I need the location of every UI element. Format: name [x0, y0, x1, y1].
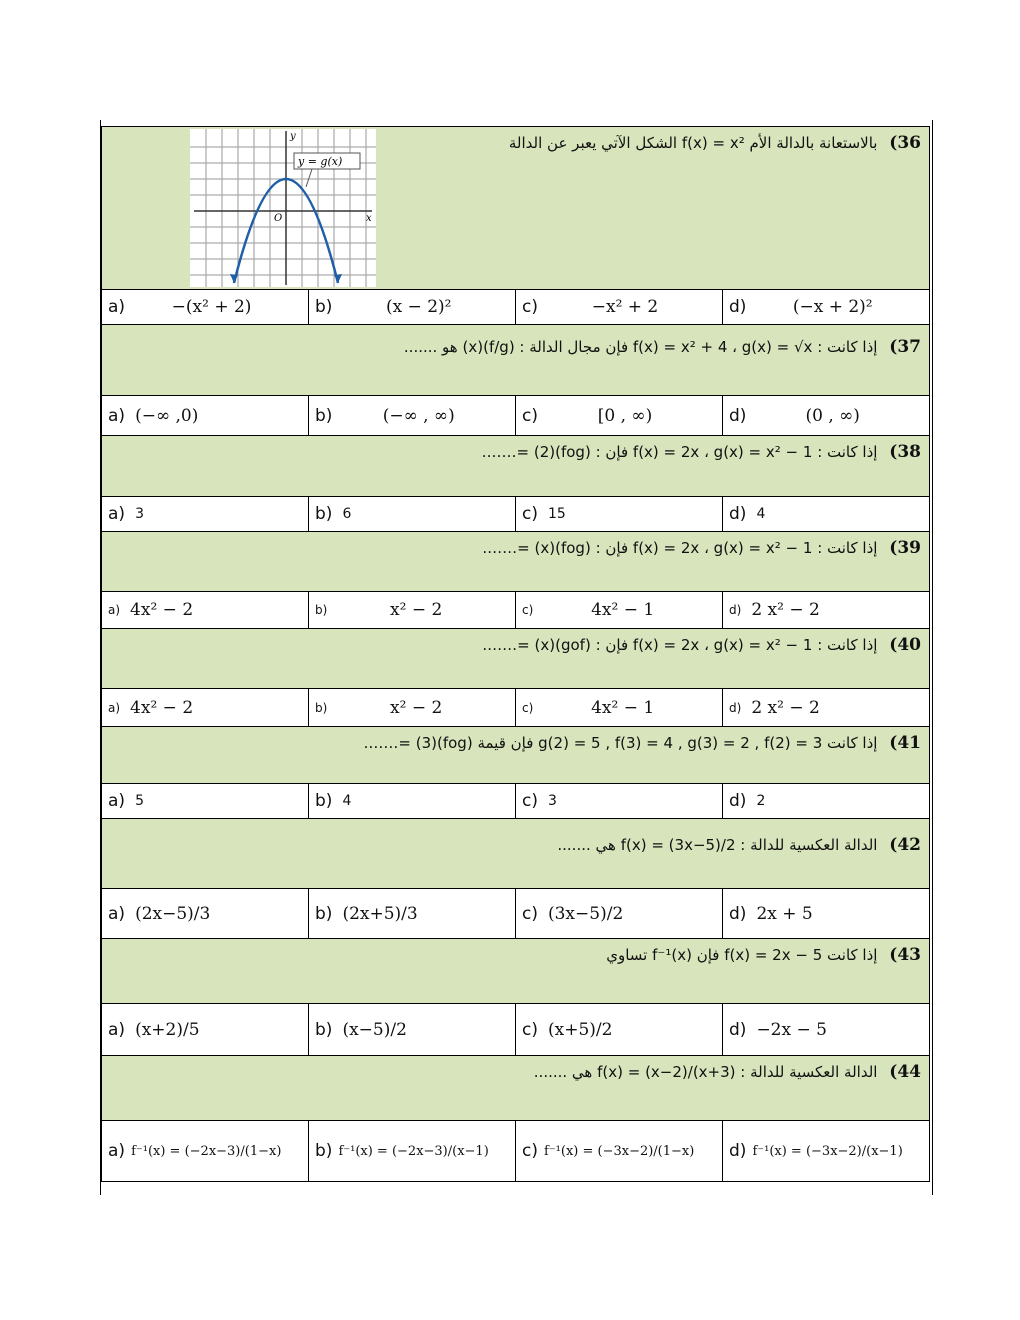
option-label: a) [108, 297, 126, 317]
option-value: (x+5)/2 [547, 1019, 613, 1040]
question-text: 37) إذا كانت : f(x) = x² + 4 ، g(x) = √x فإن مجال الدالة : (f/g)(x) هو ....... [403, 337, 921, 357]
origin-label: O [274, 213, 283, 224]
question-number: 37 [897, 337, 921, 357]
option-a[interactable] [102, 889, 309, 938]
question-text: 44) الدالة العكسية للدالة : f(x) = (x−2)/(x+3) هي ....... [533, 1062, 921, 1082]
question-number: 36 [897, 133, 921, 153]
question-text: 39) إذا كانت : f(x) = 2x ، g(x) = x² − 1 فإن : (fog)(x) =……. [482, 538, 921, 558]
option-value: (x+2)/5 [135, 1019, 200, 1040]
option-value: −(x² + 2) [171, 297, 252, 317]
option-label: d) [729, 297, 747, 317]
options-44 [101, 1120, 930, 1182]
option-value: 2x + 5 [756, 903, 813, 924]
option-b[interactable] [309, 689, 516, 726]
option-label: a) [108, 1019, 126, 1040]
question-text: 42) الدالة العكسية للدالة : f(x) = (3x−5)/2 هي ....... [557, 835, 921, 855]
question-body: بالاستعانة بالدالة الأم f(x) = x² الشكل الآتي يعبر عن الدالة [508, 134, 878, 152]
option-label: b) [315, 297, 333, 317]
question-text: 38) إذا كانت : f(x) = 2x ، g(x) = x² − 1 فإن : (fog)(2) =……. [481, 442, 921, 462]
option-value: f⁻¹(x) = (−3x−2)/(x−1) [752, 1143, 903, 1159]
option-a[interactable] [102, 592, 309, 628]
option-label: d) [729, 1141, 747, 1161]
option-a[interactable] [102, 1004, 309, 1055]
option-a[interactable] [102, 290, 309, 324]
y-label: y [290, 131, 296, 142]
option-c[interactable] [516, 592, 723, 628]
option-label: d) [729, 903, 747, 924]
option-value: 4 [756, 506, 766, 522]
question-43 [101, 938, 930, 1004]
options-41 [101, 783, 930, 819]
option-value: (0 , ∞) [805, 405, 860, 426]
option-label: b) [315, 1019, 333, 1040]
option-label: b) [315, 700, 328, 715]
option-label: c) [522, 297, 538, 317]
options-37 [101, 395, 930, 436]
option-value: x² − 2 [390, 697, 443, 718]
option-label: a) [108, 791, 126, 811]
option-label: c) [522, 1019, 538, 1040]
option-value: −2x − 5 [756, 1019, 827, 1040]
option-label: c) [522, 405, 538, 426]
option-b[interactable] [309, 497, 516, 531]
option-c[interactable] [516, 1121, 723, 1181]
option-value: (2x+5)/3 [342, 903, 418, 924]
option-c[interactable] [516, 689, 723, 726]
option-a[interactable] [102, 784, 309, 818]
options-39 [101, 591, 930, 629]
option-value: 4 [342, 793, 352, 809]
question-42 [101, 818, 930, 889]
question-number: 41 [897, 733, 921, 753]
option-d[interactable] [723, 784, 929, 818]
option-a[interactable] [102, 497, 309, 531]
option-label: a) [108, 504, 126, 524]
question-body: إذا كانت f(x) = 2x − 5 فإن f⁻¹(x) تساوي [606, 946, 878, 964]
question-text: 40) إذا كانت : f(x) = 2x ، g(x) = x² − 1 فإن : (gof)(x) =……. [482, 635, 921, 655]
option-value: −x² + 2 [591, 297, 659, 317]
option-label: b) [315, 903, 333, 924]
option-value: f⁻¹(x) = (−2x−3)/(1−x) [131, 1143, 282, 1159]
question-number: 39 [897, 538, 921, 558]
options-43 [101, 1003, 930, 1056]
option-label: d) [729, 1019, 747, 1040]
option-label: a) [108, 903, 126, 924]
options-42 [101, 888, 930, 939]
option-a[interactable] [102, 396, 309, 435]
option-label: d) [729, 700, 742, 715]
option-label: d) [729, 791, 747, 811]
option-value: (−∞ , ∞) [382, 405, 455, 426]
question-text: 41) إذا كانت g(2) = 5 , f(3) = 4 , g(3) = 2 , f(2) = 3 فإن قيمة (fog)(3) =……. [363, 733, 921, 753]
option-label: a) [108, 700, 121, 715]
option-b[interactable] [309, 784, 516, 818]
option-label: a) [108, 603, 121, 617]
option-c[interactable] [516, 1004, 723, 1055]
option-label: c) [522, 1141, 538, 1161]
question-number: 40 [897, 635, 921, 655]
option-c[interactable] [516, 497, 723, 531]
option-label: c) [522, 791, 538, 811]
option-label: b) [315, 504, 333, 524]
option-value: (−∞ ,0) [135, 405, 199, 426]
question-37 [101, 324, 930, 396]
option-d[interactable] [723, 497, 929, 531]
option-value: 15 [547, 506, 566, 522]
option-a[interactable] [102, 1121, 309, 1181]
option-label: d) [729, 405, 747, 426]
option-b[interactable] [309, 1004, 516, 1055]
option-value: 6 [342, 506, 352, 522]
question-text: 43) إذا كانت f(x) = 2x − 5 فإن f⁻¹(x) تساوي [606, 945, 921, 965]
question-body: الدالة العكسية للدالة : f(x) = (3x−5)/2 هي ....... [557, 836, 878, 854]
option-label: a) [108, 1141, 126, 1161]
options-36 [101, 289, 930, 325]
option-label: b) [315, 603, 328, 617]
question-44 [101, 1055, 930, 1121]
option-value: 4x² − 2 [130, 600, 194, 620]
option-label: b) [315, 405, 333, 426]
question-36 [101, 126, 930, 290]
option-a[interactable] [102, 689, 309, 726]
question-body: إذا كانت : f(x) = 2x ، g(x) = x² − 1 فإن : (fog)(2) =……. [481, 443, 878, 461]
option-value: (x−5)/2 [342, 1019, 407, 1040]
option-d[interactable] [723, 592, 929, 628]
option-b[interactable] [309, 1121, 516, 1181]
option-label: d) [729, 504, 747, 524]
question-body: الدالة العكسية للدالة : f(x) = (x−2)/(x+3) هي ....... [533, 1063, 878, 1081]
option-d[interactable] [723, 396, 929, 435]
option-value: 2 [756, 793, 766, 809]
parabola-graph [190, 129, 376, 287]
option-label: a) [108, 405, 126, 426]
question-number: 38 [897, 442, 921, 462]
option-label: c) [522, 700, 534, 715]
option-c[interactable] [516, 290, 723, 324]
option-value: 3 [135, 506, 144, 522]
option-value: 3 [547, 793, 557, 809]
option-label: c) [522, 504, 538, 524]
option-value: f⁻¹(x) = (−2x−3)/(x−1) [338, 1143, 489, 1159]
option-d[interactable] [723, 1004, 929, 1055]
question-number: 44 [897, 1062, 921, 1082]
right-margin-line [932, 120, 933, 1195]
question-body: إذا كانت g(2) = 5 , f(3) = 4 , g(3) = 2 , f(2) = 3 فإن قيمة (fog)(3) =……. [363, 734, 878, 752]
option-value: (2x−5)/3 [135, 903, 211, 924]
options-40 [101, 688, 930, 727]
question-38 [101, 435, 930, 497]
option-value: [0 , ∞) [597, 405, 653, 426]
option-label: c) [522, 903, 538, 924]
question-body: إذا كانت : f(x) = 2x ، g(x) = x² − 1 فإن : (fog)(x) =……. [482, 539, 878, 557]
graph-label: y = g(x) [298, 155, 343, 168]
option-d[interactable] [723, 689, 929, 726]
question-body: إذا كانت : f(x) = x² + 4 ، g(x) = √x فإن مجال الدالة : (f/g)(x) هو ....... [403, 338, 878, 356]
option-c[interactable] [516, 396, 723, 435]
option-b[interactable] [309, 290, 516, 324]
option-value: 5 [135, 793, 144, 809]
option-b[interactable] [309, 889, 516, 938]
options-38 [101, 496, 930, 532]
question-number: 43 [897, 945, 921, 965]
option-value: 4x² − 2 [130, 697, 194, 718]
option-d[interactable] [723, 889, 929, 938]
option-label: c) [522, 603, 534, 617]
question-body: إذا كانت : f(x) = 2x ، g(x) = x² − 1 فإن : (gof)(x) =……. [482, 636, 878, 654]
option-label: d) [729, 603, 742, 617]
option-value: (−x + 2)² [792, 297, 873, 317]
option-label: b) [315, 1141, 333, 1161]
option-label: b) [315, 791, 333, 811]
option-b[interactable] [309, 592, 516, 628]
option-d[interactable] [723, 290, 929, 324]
option-value: 4x² − 1 [591, 697, 655, 718]
question-41 [101, 726, 930, 784]
option-value: (x − 2)² [385, 297, 452, 317]
question-number: 42 [897, 835, 921, 855]
option-b[interactable] [309, 396, 516, 435]
option-value: 4x² − 1 [591, 600, 655, 620]
option-value: 2 x² − 2 [751, 697, 820, 718]
option-value: (3x−5)/2 [547, 903, 624, 924]
option-c[interactable] [516, 889, 723, 938]
question-text: 36) بالاستعانة بالدالة الأم f(x) = x² الشكل الآتي يعبر عن الدالة [508, 133, 921, 153]
question-39 [101, 531, 930, 592]
option-value: 2 x² − 2 [751, 600, 820, 620]
option-value: x² − 2 [390, 600, 443, 620]
option-value: f⁻¹(x) = (−3x−2)/(1−x) [543, 1143, 695, 1159]
x-label: x [366, 213, 372, 224]
question-40 [101, 628, 930, 689]
option-d[interactable] [723, 1121, 929, 1181]
option-c[interactable] [516, 784, 723, 818]
